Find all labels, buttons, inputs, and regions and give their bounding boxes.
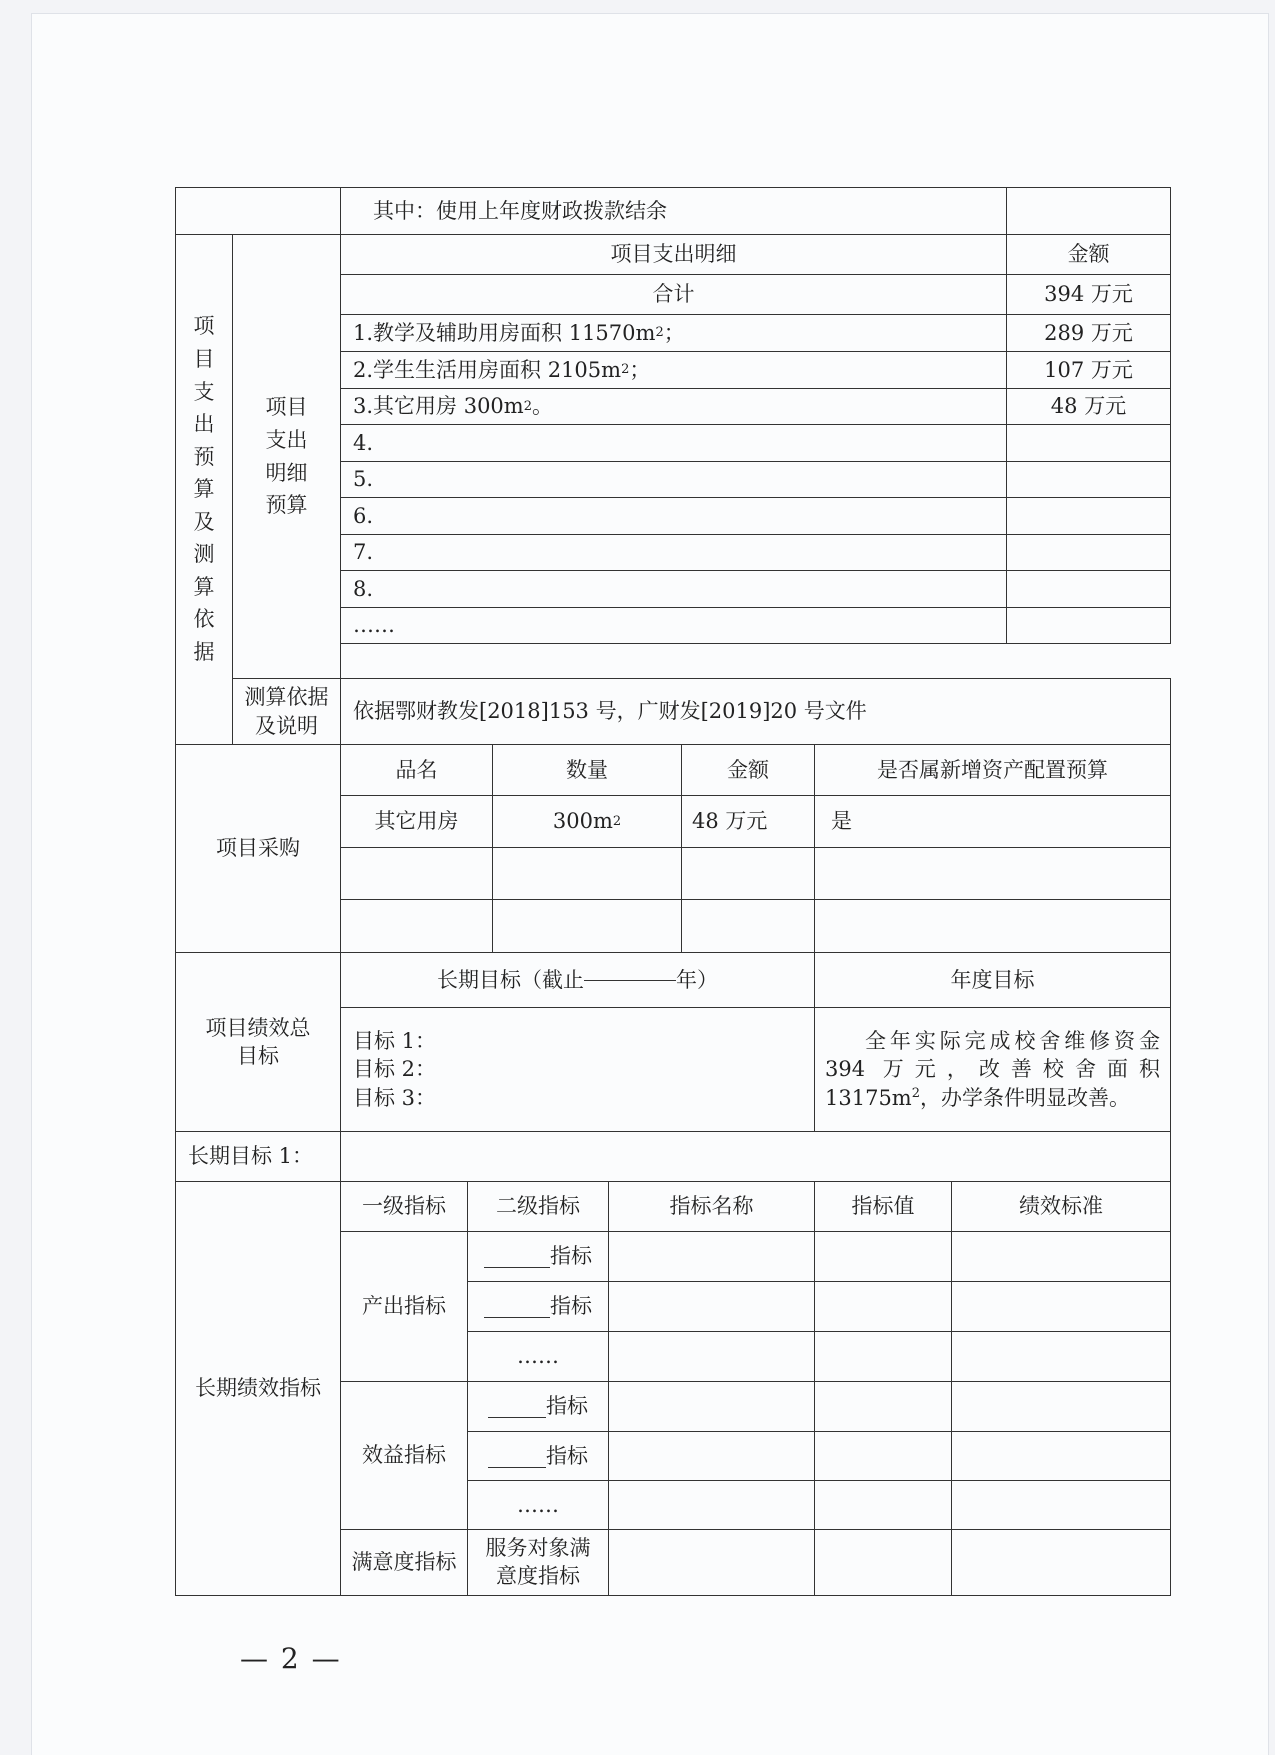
- long-term-prefix: 长期目标（截止: [437, 967, 584, 992]
- detail-item-suffix: ；: [629, 357, 651, 382]
- detail-item: [340, 424, 1007, 462]
- group-title-cell: [175, 234, 233, 745]
- ind-header-value: 指标值: [814, 1181, 952, 1232]
- group-title: [194, 310, 215, 668]
- proc-header-amount: 金额: [681, 744, 815, 796]
- detail-item: [340, 497, 1007, 535]
- detail-item-amount: 48 万元: [1006, 388, 1171, 425]
- blank-cell: [175, 187, 341, 235]
- detail-item-text: 8.: [353, 576, 374, 601]
- group-title-char: 依: [193, 607, 215, 632]
- level2-indicator-cell: [467, 1231, 609, 1282]
- indicator-empty-cell: [951, 1480, 1171, 1530]
- indicator-blank: [484, 1295, 550, 1318]
- proc-row-amount: 48 万元: [681, 795, 815, 848]
- funds-note: 其中：使用上年度财政拨款结余: [340, 187, 1007, 235]
- annual-header: 年度目标: [814, 952, 1171, 1008]
- performance-label-cell: [175, 952, 341, 1132]
- annual-text-1: 全年实际完成校舍维修资金 394 万元，改善校舍面积 13175m: [825, 1028, 1160, 1110]
- indicator-blank: [484, 1245, 550, 1268]
- detail-item-amount: [1006, 497, 1171, 535]
- indicator-empty-cell: [951, 1231, 1171, 1282]
- group-title-char: 项: [193, 314, 215, 339]
- detail-item-amount: [1006, 424, 1171, 462]
- detail-header: 项目支出明细: [340, 234, 1007, 275]
- detail-item: [340, 607, 1007, 644]
- group-title-char: 支: [193, 379, 215, 404]
- level2-indicator-cell: [467, 1381, 609, 1432]
- detail-item-amount: [1006, 534, 1171, 571]
- indicator-empty-cell: [951, 1381, 1171, 1432]
- indicators-label: 长期绩效指标: [175, 1181, 341, 1596]
- indicator-empty-cell: [608, 1529, 815, 1596]
- group-title-char: 测: [193, 542, 215, 567]
- level2-indicator-suffix: 指标: [550, 1294, 592, 1319]
- long-goal-value: [340, 1131, 1171, 1182]
- indicator-empty-cell: [814, 1231, 952, 1282]
- proc-row-qty-sup: 2: [612, 813, 622, 829]
- level2-indicator-ellipsis: ……: [517, 1492, 559, 1517]
- proc-empty-cell: [340, 899, 493, 953]
- group-title-char: 预: [193, 444, 215, 469]
- ind-header-level1: 一级指标: [340, 1181, 468, 1232]
- indicator-empty-cell: [951, 1529, 1171, 1596]
- proc-header-name: 品名: [340, 744, 493, 796]
- annual-text-sup: 2: [911, 1085, 920, 1101]
- indicator-empty-cell: [814, 1381, 952, 1432]
- indicator-blank: [488, 1445, 546, 1468]
- indicator-empty-cell: [814, 1431, 952, 1481]
- proc-empty-cell: [492, 847, 682, 900]
- group-title-char: 算: [193, 477, 215, 502]
- proc-row-qty: [492, 795, 682, 848]
- indicator-empty-cell: [608, 1431, 815, 1481]
- group-title-char: 及: [193, 509, 215, 534]
- proc-header-qty: 数量: [492, 744, 682, 796]
- output-indicator-label: 产出指标: [340, 1231, 468, 1382]
- detail-item-amount: [1006, 570, 1171, 608]
- indicator-empty-cell: [814, 1480, 952, 1530]
- ind-header-level2: 二级指标: [467, 1181, 609, 1232]
- detail-item-amount: [1006, 461, 1171, 498]
- detail-budget-label: 项目支出明细预算: [265, 395, 308, 518]
- goal-3: 目标 3：: [353, 1085, 437, 1110]
- proc-row-name: 其它用房: [340, 795, 493, 848]
- detail-item: [340, 570, 1007, 608]
- page-number: — 2 —: [240, 1642, 342, 1675]
- indicator-empty-cell: [951, 1281, 1171, 1332]
- group-title-char: 算: [193, 574, 215, 599]
- indicator-empty-cell: [608, 1331, 815, 1382]
- detail-item-amount: 289 万元: [1006, 314, 1171, 352]
- detail-item-text: 2.学生生活用房面积 2105m: [353, 357, 622, 382]
- detail-item-text: 7.: [353, 540, 374, 565]
- detail-item: [340, 351, 1007, 389]
- proc-empty-cell: [814, 847, 1171, 900]
- benefit-indicator-label: 效益指标: [340, 1381, 468, 1530]
- detail-item-text: 5.: [353, 467, 374, 492]
- detail-item: [340, 461, 1007, 498]
- group-title-char: 目: [193, 347, 215, 372]
- detail-item: [340, 314, 1007, 352]
- indicator-empty-cell: [814, 1281, 952, 1332]
- indicator-empty-cell: [608, 1381, 815, 1432]
- total-amount: 394 万元: [1006, 274, 1171, 315]
- satisfaction-indicator-label: 满意度指标: [340, 1529, 468, 1596]
- detail-item: [340, 534, 1007, 571]
- detail-item-sup: 2: [621, 362, 630, 378]
- basis-label: 测算依据及说明: [244, 685, 329, 738]
- detail-item-suffix: 。: [532, 394, 553, 419]
- group-title-char: 出: [193, 412, 215, 437]
- level2-indicator-cell: [467, 1431, 609, 1481]
- long-goal-label: 长期目标 1：: [175, 1131, 341, 1182]
- level2-indicator-cell: [467, 1331, 609, 1382]
- detail-item-text: ……: [353, 613, 395, 638]
- detail-item-amount: 107 万元: [1006, 351, 1171, 389]
- year-blank: [584, 980, 676, 981]
- satisfaction-sub-cell: [467, 1529, 609, 1596]
- long-term-suffix: 年）: [676, 967, 718, 992]
- amount-header: 金额: [1006, 234, 1171, 275]
- detail-item-text: 6.: [353, 503, 374, 528]
- detail-item: [340, 388, 1007, 425]
- detail-budget-label-cell: [232, 234, 341, 679]
- indicator-blank: [488, 1395, 546, 1418]
- detail-item-text: 3.其它用房 300m: [353, 394, 524, 419]
- indicator-empty-cell: [608, 1480, 815, 1530]
- level2-indicator-suffix: 指标: [546, 1394, 588, 1419]
- level2-indicator-suffix: 指标: [550, 1244, 592, 1269]
- detail-item-text: 1.教学及辅助用房面积 11570m: [353, 320, 656, 345]
- basis-text: 依据鄂财教发[2018]153 号，广财发[2019]20 号文件: [340, 678, 1171, 745]
- goal-2: 目标 2：: [353, 1057, 437, 1082]
- annual-text-2: ，办学条件明显改善。: [920, 1085, 1130, 1110]
- level2-indicator-ellipsis: ……: [517, 1344, 559, 1369]
- proc-empty-cell: [814, 899, 1171, 953]
- performance-label: 项目绩效总目标: [205, 1015, 311, 1068]
- long-term-goals: [340, 1007, 815, 1132]
- detail-item-amount: [1006, 607, 1171, 644]
- indicator-empty-cell: [814, 1331, 952, 1382]
- satisfaction-sub: 服务对象满意度指标: [485, 1536, 591, 1588]
- proc-empty-cell: [340, 847, 493, 900]
- basis-label-cell: [232, 678, 341, 745]
- indicator-empty-cell: [608, 1281, 815, 1332]
- annual-goal: [814, 1007, 1171, 1132]
- level2-indicator-cell: [467, 1281, 609, 1332]
- proc-row-qty-base: 300m: [552, 809, 613, 834]
- funds-note-amount: [1006, 187, 1171, 235]
- proc-header-new-asset: 是否属新增资产配置预算: [814, 744, 1171, 796]
- indicator-empty-cell: [814, 1529, 952, 1596]
- indicator-empty-cell: [951, 1331, 1171, 1382]
- procurement-label: 项目采购: [175, 744, 341, 953]
- indicator-empty-cell: [951, 1431, 1171, 1481]
- group-title-char: 据: [193, 639, 215, 664]
- detail-item-sup: 2: [655, 325, 664, 341]
- detail-item-text: 4.: [353, 430, 374, 455]
- long-term-header: [340, 952, 815, 1008]
- level2-indicator-cell: [467, 1480, 609, 1530]
- proc-row-new-asset: 是: [814, 795, 1171, 848]
- ind-header-standard: 绩效标准: [951, 1181, 1171, 1232]
- detail-item-sup: 2: [523, 398, 532, 414]
- detail-item-suffix: ；: [663, 320, 685, 345]
- level2-indicator-suffix: 指标: [546, 1443, 588, 1468]
- ind-header-name: 指标名称: [608, 1181, 815, 1232]
- total-label: 合计: [340, 274, 1007, 315]
- indicator-empty-cell: [608, 1231, 815, 1282]
- proc-empty-cell: [492, 899, 682, 953]
- proc-empty-cell: [681, 899, 815, 953]
- goal-1: 目标 1：: [353, 1028, 437, 1053]
- proc-empty-cell: [681, 847, 815, 900]
